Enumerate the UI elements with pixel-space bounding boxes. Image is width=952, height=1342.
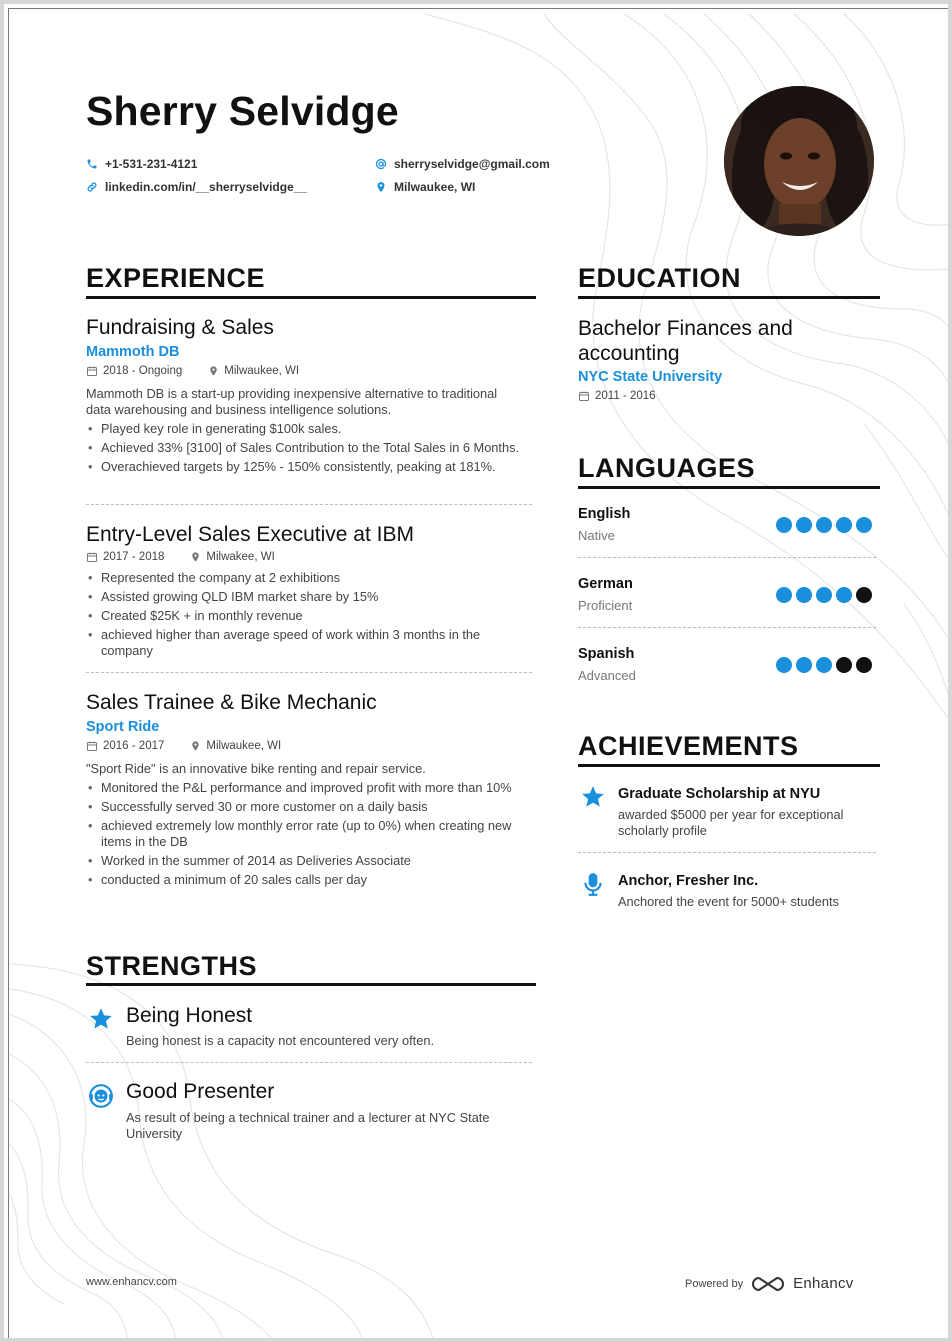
bullet-item: • Achieved 33% [3100] of Sales Contribution to the Total Sales in 6 Months.	[86, 440, 526, 456]
language-name: English	[578, 506, 631, 522]
language-name: German	[578, 576, 633, 592]
language-level: Advanced	[578, 668, 636, 683]
achievement-title: Anchor, Fresher Inc.	[618, 873, 759, 889]
phone-text: +1-531-231-4121	[105, 157, 198, 171]
rating-dot-filled	[796, 657, 812, 673]
achievement-divider	[578, 852, 876, 853]
strength-description: As result of being a technical trainer and a lecturer at NYC State University	[126, 1110, 490, 1141]
bullet-item: • Successfully served 30 or more customer on a daily basis	[86, 799, 526, 815]
education-meta	[578, 390, 656, 402]
profile-photo	[724, 86, 874, 236]
calendar-icon	[86, 740, 98, 752]
bullet-item: • Monitored the P&L performance and improved profit with more than 10%	[86, 780, 526, 796]
rating-dot-filled	[836, 517, 852, 533]
bullet-item: • achieved extremely low monthly error rate (up to 0%) when creating new items in the DB	[86, 818, 526, 850]
language-rating	[776, 587, 872, 603]
job-divider	[86, 504, 532, 505]
job-meta	[86, 551, 275, 563]
job-title: Entry-Level Sales Executive at IBM	[86, 523, 414, 546]
job-divider	[86, 672, 532, 673]
contact-phone[interactable]	[86, 157, 197, 171]
strengths-heading: STRENGTHS	[86, 951, 258, 981]
location-pin-icon	[190, 551, 201, 563]
achievement-description: Anchored the event for 5000+ students	[618, 894, 839, 909]
job-bullets	[86, 421, 526, 478]
rating-dot-filled	[836, 587, 852, 603]
rating-dot-filled	[816, 517, 832, 533]
enhancv-logo-icon	[751, 1276, 785, 1292]
job-location: Milwaukee, WI	[224, 365, 300, 377]
job-description: Mammoth DB is a start-up providing inexpensive alternative to traditional data warehousing and business intelligence solutions.	[86, 386, 498, 417]
language-rating	[776, 517, 872, 533]
experience-rule	[86, 296, 536, 299]
rating-dot-filled	[776, 587, 792, 603]
location-text: Milwaukee, WI	[394, 180, 476, 194]
location-pin-icon	[190, 740, 201, 752]
education-rule	[578, 296, 880, 299]
language-rating	[776, 657, 872, 673]
achievements-heading: ACHIEVEMENTS	[578, 731, 799, 761]
rating-dot-filled	[776, 657, 792, 673]
job-title: Fundraising & Sales	[86, 316, 274, 339]
link-icon	[86, 181, 98, 193]
bullet-item: • conducted a minimum of 20 sales calls per day	[86, 872, 526, 888]
star-icon	[88, 1006, 114, 1032]
strength-divider	[86, 1062, 532, 1063]
contact-location	[375, 180, 475, 194]
phone-icon	[86, 158, 98, 170]
degree-title: Bachelor Finances and accounting	[578, 317, 793, 365]
rating-dot-empty	[856, 657, 872, 673]
languages-heading: LANGUAGES	[578, 453, 756, 483]
website-link[interactable]: www.enhancv.com	[86, 1276, 177, 1288]
brand-name: Enhancv	[793, 1275, 854, 1292]
calendar-icon	[86, 551, 98, 563]
job-location: Milwakee, WI	[206, 551, 275, 563]
presenter-icon	[88, 1083, 114, 1109]
job-meta	[86, 740, 281, 752]
education-heading: EDUCATION	[578, 263, 741, 293]
achievement-description: awarded $5000 per year for exceptional scholarly profile	[618, 807, 844, 838]
powered-by[interactable]	[685, 1275, 854, 1292]
rating-dot-filled	[796, 517, 812, 533]
bullet-item: • Represented the company at 2 exhibitions	[86, 570, 526, 586]
rating-dot-filled	[816, 657, 832, 673]
job-dates: 2017 - 2018	[103, 551, 165, 563]
powered-by-label: Powered by	[685, 1277, 744, 1290]
job-bullets	[86, 570, 526, 662]
language-level: Native	[578, 528, 615, 543]
contact-linkedin[interactable]	[86, 180, 307, 194]
job-dates: 2018 - Ongoing	[103, 365, 183, 377]
calendar-icon	[578, 390, 590, 402]
rating-dot-filled	[856, 517, 872, 533]
job-dates: 2016 - 2017	[103, 740, 165, 752]
strength-title: Good Presenter	[126, 1080, 275, 1103]
email-text: sherryselvidge@gmail.com	[394, 157, 550, 171]
achievements-rule	[578, 764, 880, 767]
rating-dot-filled	[796, 587, 812, 603]
calendar-icon	[86, 365, 98, 377]
school-name: NYC State University	[578, 369, 723, 385]
bullet-item: • Overachieved targets by 125% - 150% consistently, peaking at 181%.	[86, 459, 526, 475]
bullet-item: • Played key role in generating $100k sales.	[86, 421, 526, 437]
rating-dot-filled	[816, 587, 832, 603]
language-divider	[578, 557, 876, 558]
language-name: Spanish	[578, 646, 635, 662]
rating-dot-empty	[836, 657, 852, 673]
language-level: Proficient	[578, 598, 633, 613]
company-name: Mammoth DB	[86, 344, 180, 360]
job-meta	[86, 365, 299, 377]
company-name: Sport Ride	[86, 719, 160, 735]
bullet-item: • Assisted growing QLD IBM market share by 15%	[86, 589, 526, 605]
location-pin-icon	[208, 365, 219, 377]
at-icon	[375, 158, 387, 170]
star-icon	[580, 784, 606, 810]
education-dates: 2011 - 2016	[595, 390, 656, 402]
strength-title: Being Honest	[126, 1004, 253, 1027]
strength-description: Being honest is a capacity not encountered very often.	[126, 1033, 435, 1048]
job-location: Milwaukee, WI	[206, 740, 282, 752]
rating-dot-filled	[776, 517, 792, 533]
language-divider	[578, 627, 876, 628]
rating-dot-empty	[856, 587, 872, 603]
experience-heading: EXPERIENCE	[86, 263, 266, 293]
achievement-title: Graduate Scholarship at NYU	[618, 786, 821, 802]
contact-email[interactable]	[375, 157, 550, 171]
bullet-item: • achieved higher than average speed of work within 3 months in the company	[86, 627, 526, 659]
bullet-item: • Worked in the summer of 2014 as Deliveries Associate	[86, 853, 526, 869]
candidate-name: Sherry Selvidge	[86, 88, 399, 134]
location-pin-icon	[375, 181, 387, 193]
strengths-rule	[86, 983, 536, 986]
job-bullets	[86, 780, 526, 891]
bullet-item: • Created $25K + in monthly revenue	[86, 608, 526, 624]
languages-rule	[578, 486, 880, 489]
linkedin-text: linkedin.com/in/__sherryselvidge__	[105, 180, 308, 194]
job-description: "Sport Ride" is an innovative bike renting and repair service.	[86, 761, 426, 776]
job-title: Sales Trainee & Bike Mechanic	[86, 691, 377, 714]
microphone-icon	[582, 871, 604, 897]
